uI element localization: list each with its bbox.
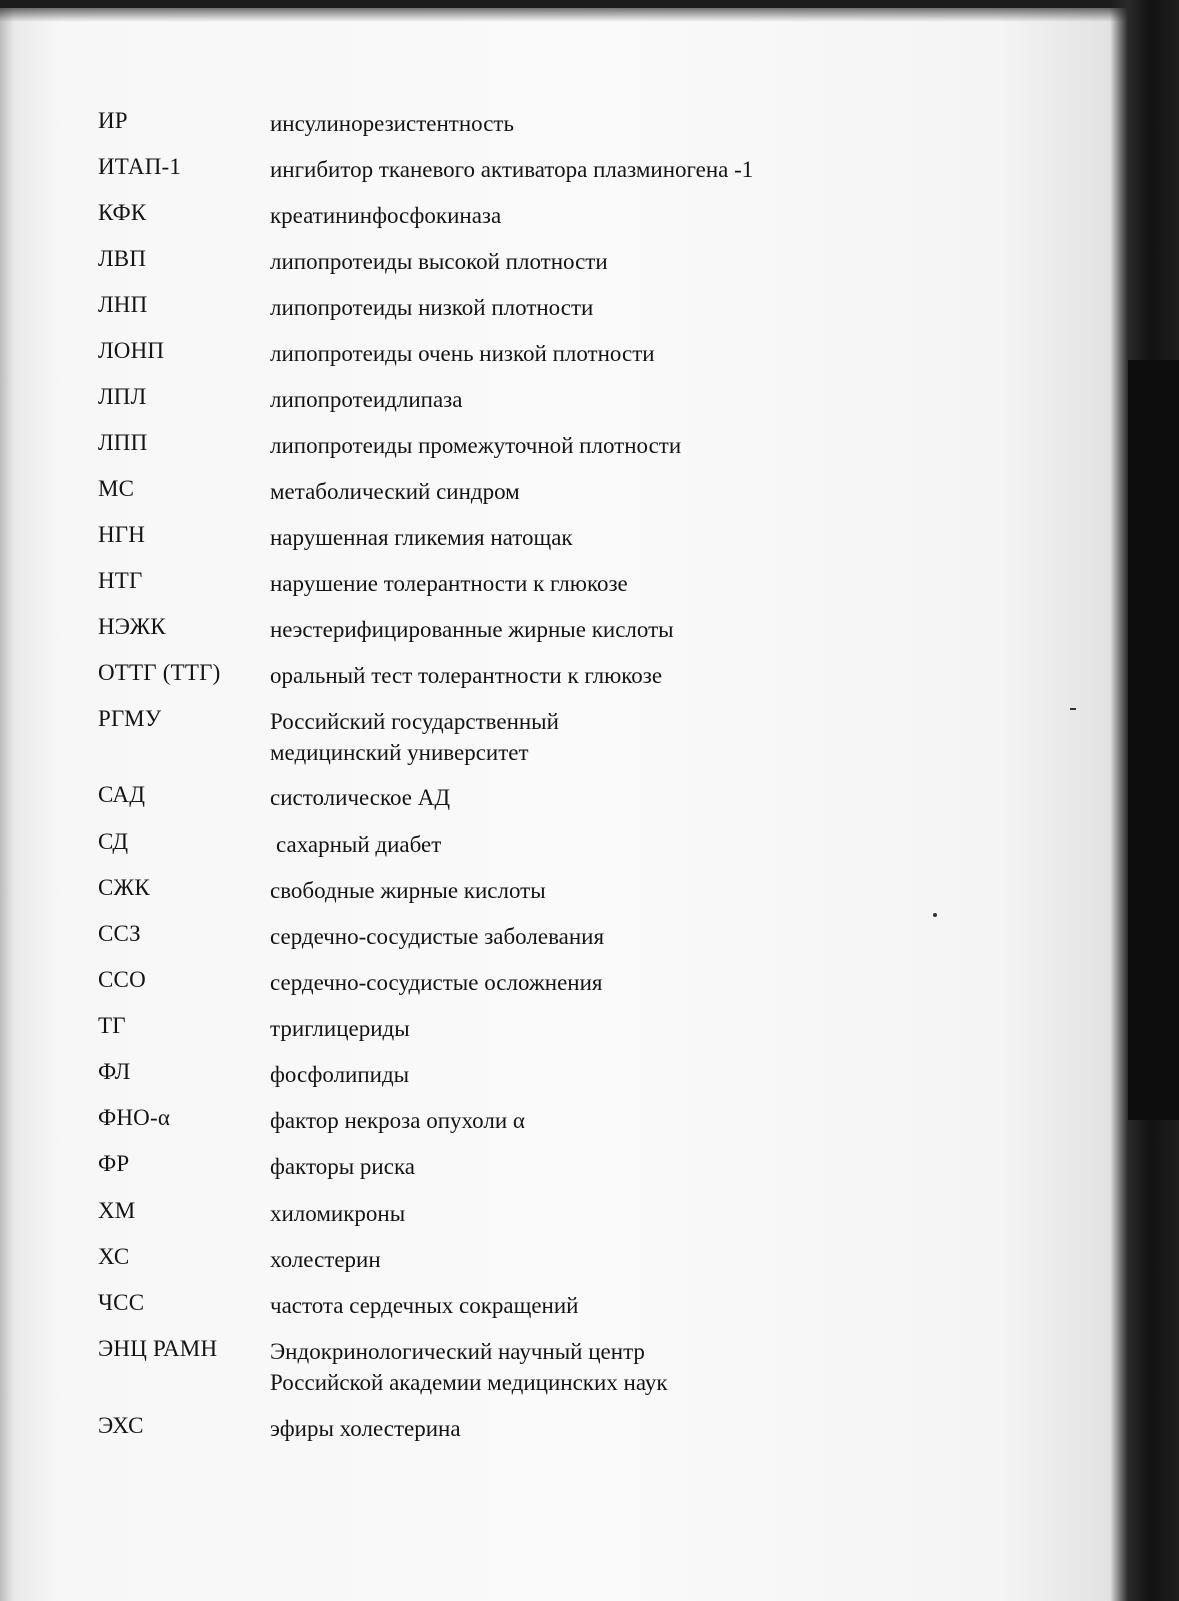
list-item [98,568,998,608]
list-item [98,430,998,470]
list-item [98,782,998,822]
list-item [98,706,998,776]
list-item [98,522,998,562]
list-item [98,1198,998,1238]
abbreviation: СЖК [98,875,150,900]
abbreviation: МС [98,476,135,501]
definition: липопротеиды низкой плотности [270,295,594,320]
list-item [98,1151,998,1191]
abbreviation: ХМ [98,1198,136,1223]
print-speck [933,913,937,917]
print-speck [1070,708,1076,710]
paper-sheet [0,8,1128,1601]
list-item [98,1013,998,1053]
abbreviation: СД [98,829,129,854]
definition: сахарный диабет [276,832,442,857]
abbreviation: ЛВП [98,246,147,271]
list-item [98,1290,998,1330]
definition: свободные жирные кислоты [270,878,546,903]
abbreviation: ТГ [98,1013,126,1038]
definition: частота сердечных сокращений [270,1293,579,1318]
list-item [98,660,998,700]
list-item [98,967,998,1007]
list-item [98,875,998,915]
abbreviation: ИТАП-1 [98,154,182,179]
abbreviation: ЛНП [98,292,148,317]
abbreviation: ИР [98,108,128,133]
definition: фактор некроза опухоли α [270,1108,525,1133]
definition: неэстерифицированные жирные кислоты [270,617,674,642]
abbreviation: НТГ [98,568,143,593]
definition: триглицериды [270,1016,410,1041]
definition: сердечно-сосудистые заболевания [270,924,605,949]
list-item [98,338,998,378]
list-item [98,108,998,148]
definition: ингибитор тканевого активатора плазминогена -1 [270,157,754,182]
scan-background [1128,360,1179,1120]
definition: креатининфосфокиназа [270,203,502,228]
list-item [98,921,998,961]
definition: хиломикроны [270,1201,406,1226]
definition: липопротеидлипаза [270,387,463,412]
definition: липопротеиды высокой плотности [270,249,608,274]
list-item [98,614,998,654]
definition: оральный тест толерантности к глюкозе [270,663,663,688]
abbreviation: ФНО-α [98,1105,171,1130]
top-edge-shadow [0,8,1128,22]
abbreviation: НЭЖК [98,614,166,639]
abbreviation: ОТТГ (ТТГ) [98,660,221,685]
definition: липопротеиды очень низкой плотности [270,341,655,366]
abbreviation: ЭНЦ РАМН [98,1336,218,1361]
definition: сердечно-сосудистые осложнения [270,970,603,995]
definition: нарушенная гликемия натощак [270,525,573,550]
list-item [98,1244,998,1284]
list-item [98,154,998,194]
abbreviation: РГМУ [98,706,162,731]
definition-line-2: медицинский университет [270,740,529,765]
definition: Российский государственный [270,709,559,734]
abbreviation: ЧСС [98,1290,145,1315]
definition: холестерин [270,1247,381,1272]
abbreviation: ЭХС [98,1413,144,1438]
abbreviation: ЛПП [98,430,148,455]
definition: эфиры холестерина [270,1416,461,1441]
definition: Эндокринологический научный центр [270,1339,645,1364]
list-item [98,384,998,424]
definition: метаболический синдром [270,479,520,504]
list-item [98,200,998,240]
definition: нарушение толерантности к глюкозе [270,571,628,596]
abbreviation: САД [98,782,146,807]
abbreviation: ССЗ [98,921,141,946]
list-item [98,292,998,332]
abbreviation: ФР [98,1151,130,1176]
list-item [98,1413,998,1453]
abbreviation: ФЛ [98,1059,131,1084]
definition: фосфолипиды [270,1062,410,1087]
list-item [98,1105,998,1145]
abbreviation: КФК [98,200,147,225]
definition-line-2: Российской академии медицинских наук [270,1370,668,1395]
definition: липопротеиды промежуточной плотности [270,433,682,458]
definition: систолическое АД [270,785,451,810]
list-item [98,829,998,869]
definition: факторы риска [270,1154,415,1179]
list-item [98,246,998,286]
abbreviation: ЛПЛ [98,384,147,409]
list-item [98,1059,998,1099]
definition: инсулинорезистентность [270,111,514,136]
list-item [98,1336,998,1406]
abbreviation: ХС [98,1244,130,1269]
abbreviation: ССО [98,967,146,992]
list-item [98,476,998,516]
abbreviation: ЛОНП [98,338,165,363]
abbreviation: НГН [98,522,146,547]
